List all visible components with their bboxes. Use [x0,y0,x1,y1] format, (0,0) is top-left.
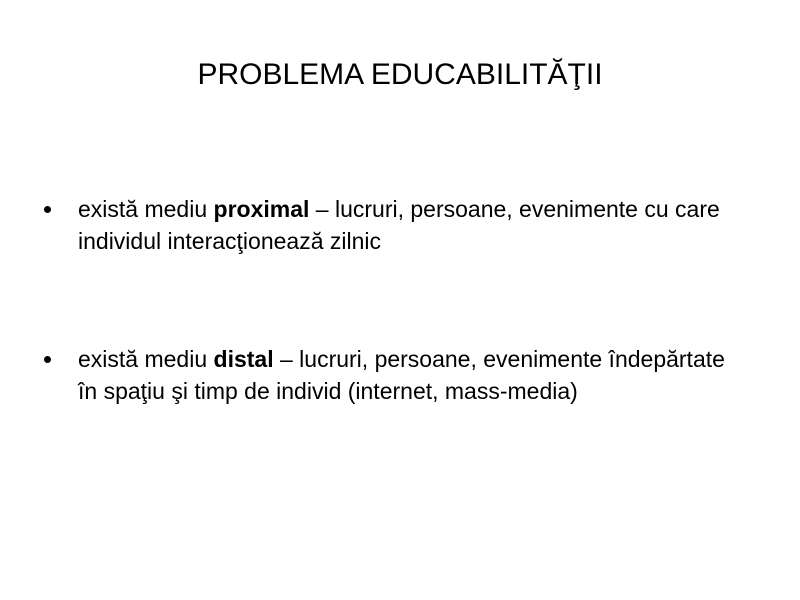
bullet-suffix: – lucruri, persoane, evenimente îndepărtate în spaţiu şi timp de individ (internet, mass-media) [78,346,725,404]
bullet-text [78,343,740,407]
bullet-item-proximal [40,193,740,257]
bullet-term: distal [213,346,274,372]
slide-title: PROBLEMA EDUCABILITĂŢII [197,58,603,91]
bullet-list [40,193,740,407]
bullet-term: proximal [213,196,310,222]
bullet-suffix: – lucruri, persoane, evenimente cu care individul interacţionează zilnic [78,196,720,254]
bullet-dot-icon [44,356,51,363]
bullet-prefix: există mediu [78,346,214,372]
bullet-dot-icon [44,206,51,213]
bullet-prefix: există mediu [78,196,214,222]
bullet-item-distal [40,343,740,407]
bullet-text [78,193,740,257]
